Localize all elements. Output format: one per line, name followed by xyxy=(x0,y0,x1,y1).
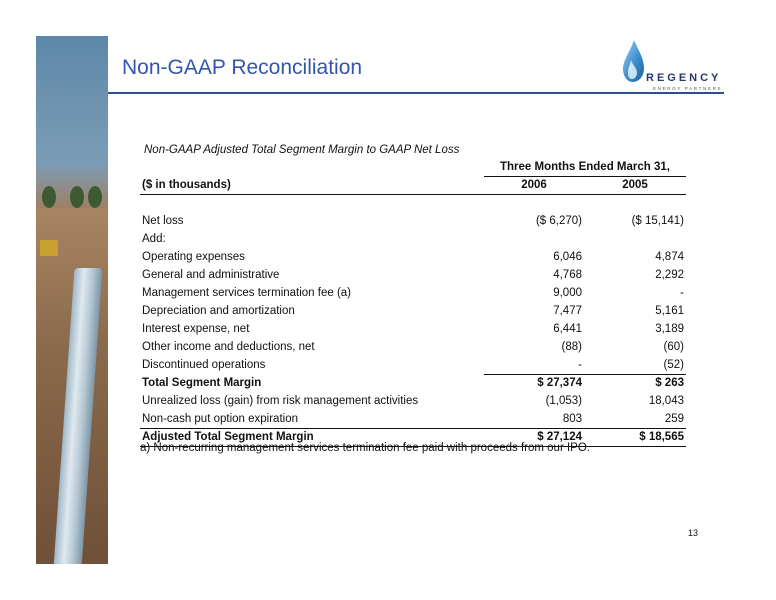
value-2006: 6,046 xyxy=(553,251,582,263)
table-header-row xyxy=(140,158,686,176)
table-row xyxy=(140,212,686,230)
value-2006: 4,768 xyxy=(553,269,582,281)
value-2006: 803 xyxy=(484,410,584,428)
table-row xyxy=(140,356,686,374)
value-2005: 18,043 xyxy=(648,395,684,407)
row-label: Adjusted Total Segment Margin xyxy=(140,428,484,446)
row-label: Management services termination fee (a) xyxy=(142,287,352,299)
logo-tagline: ENERGY PARTNERS xyxy=(653,86,723,91)
tree-shape xyxy=(70,186,84,208)
table-row xyxy=(140,320,686,338)
value-2005: 4,874 xyxy=(655,251,684,263)
value-2005 xyxy=(584,230,686,248)
slide-title: Non-GAAP Reconciliation xyxy=(122,56,363,79)
value-2006: 7,477 xyxy=(553,305,582,317)
table-footnote: a) Non-recurring management services termination fee paid with proceeds from our IPO. xyxy=(140,442,590,454)
value-2006: - xyxy=(578,358,582,371)
subtotal-row xyxy=(140,374,686,392)
table-row xyxy=(140,266,686,284)
row-label: Operating expenses xyxy=(142,251,245,263)
table-row xyxy=(140,302,686,320)
reconciliation-table xyxy=(140,158,686,447)
table-subtitle: Non-GAAP Adjusted Total Segment Margin to GAAP Net Loss xyxy=(144,144,460,156)
table-row xyxy=(140,284,686,302)
value-2006: 9,000 xyxy=(553,287,582,299)
table-row xyxy=(140,248,686,266)
row-label: Total Segment Margin xyxy=(142,377,262,389)
table-row xyxy=(140,338,686,356)
period-header: Three Months Ended March 31, xyxy=(484,158,686,176)
value-2005: (60) xyxy=(663,341,684,353)
value-2006: 6,441 xyxy=(553,323,582,335)
company-logo xyxy=(620,38,724,94)
table-row xyxy=(140,392,686,410)
page-number: 13 xyxy=(688,528,699,538)
value-2005: 5,161 xyxy=(655,305,684,317)
value-2005: 259 xyxy=(584,410,686,428)
value-2005: (52) xyxy=(663,358,684,371)
row-label: Depreciation and amortization xyxy=(142,305,295,317)
value-2006: (1,053) xyxy=(545,395,582,407)
table-row xyxy=(140,410,686,428)
row-label: General and administrative xyxy=(142,269,280,281)
pipeline-photo xyxy=(36,36,108,564)
value-2006: $ 27,124 xyxy=(484,428,584,446)
row-label: Add: xyxy=(142,233,166,245)
year-header: 2005 xyxy=(584,176,686,194)
row-label: Unrealized loss (gain) from risk management activities xyxy=(142,395,419,407)
value-2005: $ 18,565 xyxy=(584,428,686,446)
value-2005: - xyxy=(680,287,684,299)
value-2005: ($ 15,141) xyxy=(631,215,684,227)
year-header: 2006 xyxy=(484,176,584,194)
logo-wordmark: REGENCY xyxy=(646,72,722,84)
row-label: Net loss xyxy=(142,215,184,227)
value-2005: 2,292 xyxy=(655,269,684,281)
row-label: Discontinued operations xyxy=(142,359,266,371)
units-label: ($ in thousands) xyxy=(140,176,484,194)
value-2005: $ 263 xyxy=(584,374,686,392)
value-2006 xyxy=(484,230,584,248)
value-2006: ($ 6,270) xyxy=(535,215,582,227)
tree-shape xyxy=(42,186,56,208)
table-row xyxy=(140,230,686,248)
row-label: Interest expense, net xyxy=(142,323,250,335)
equipment-shape xyxy=(40,240,58,256)
tree-shape xyxy=(88,186,102,208)
value-2006: (88) xyxy=(561,341,582,353)
table-header-row xyxy=(140,176,686,194)
value-2005: 3,189 xyxy=(655,323,684,335)
row-label: Other income and deductions, net xyxy=(142,341,315,353)
value-2006: $ 27,374 xyxy=(484,374,584,392)
row-label: Non-cash put option expiration xyxy=(140,410,484,428)
